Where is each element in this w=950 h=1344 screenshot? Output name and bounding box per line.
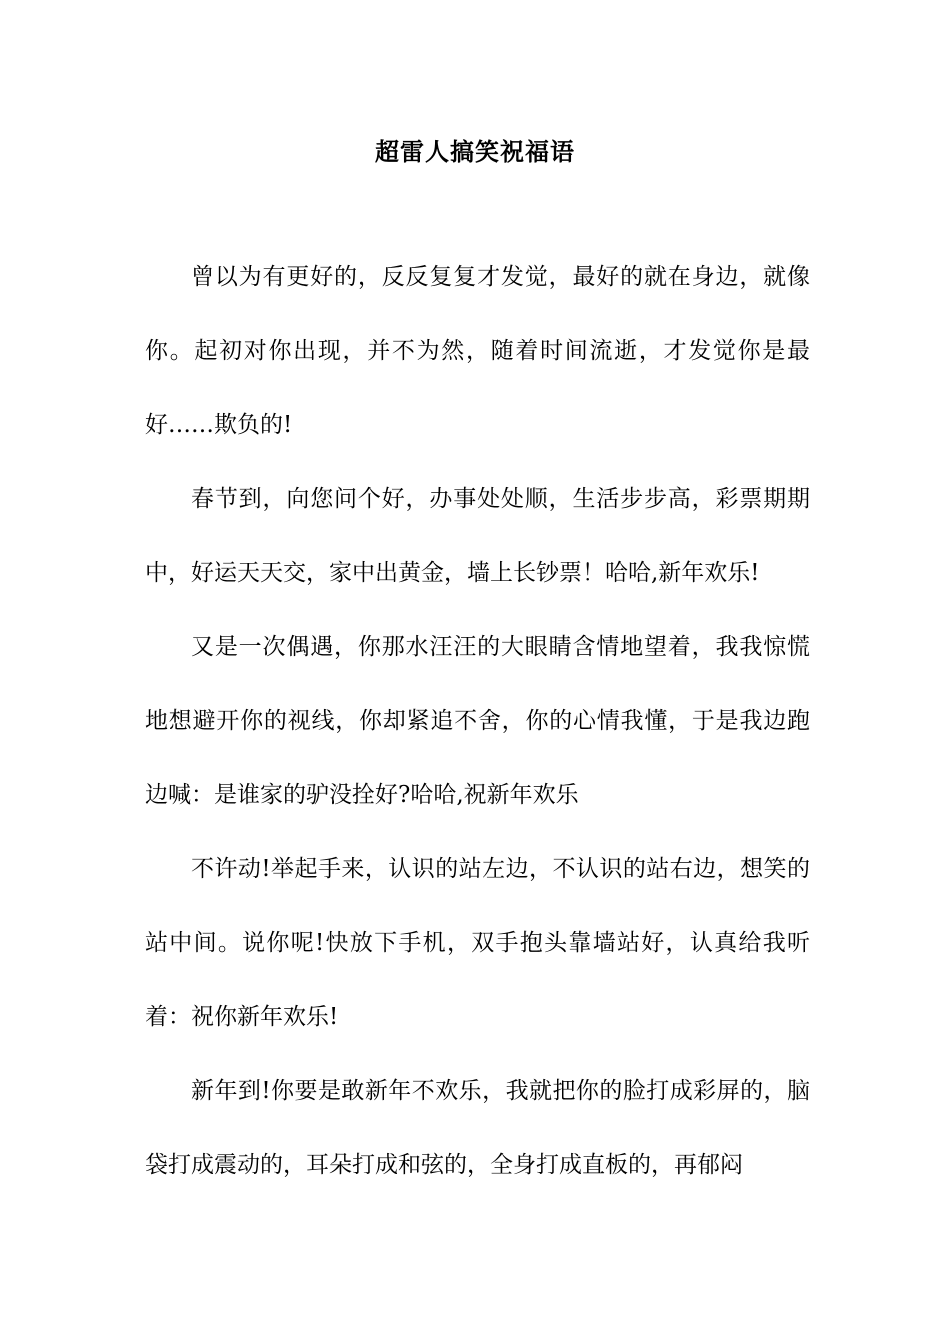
paragraph: 新年到!你要是敢新年不欢乐，我就把你的脸打成彩屏的，脑袋打成震动的，耳朵打成和弦的，全身打成直板的，再郁闷 (145, 1078, 810, 1178)
paragraph: 又是一次偶遇，你那水汪汪的大眼睛含情地望着，我我惊慌地想避开你的视线，你却紧追不舍，你的心情我懂，于是我边跑边喊：是谁家的驴没拴好?哈哈,祝新年欢乐 (145, 634, 810, 808)
document-title: 超雷人搞笑祝福语 (375, 137, 575, 166)
paragraph: 春节到，向您问个好，办事处处顺，生活步步高，彩票期期中，好运天天交，家中出黄金，墙上长钞票！哈哈,新年欢乐! (145, 486, 810, 586)
paragraph: 不许动!举起手来，认识的站左边，不认识的站右边，想笑的站中间。说你呢!快放下手机，双手抱头靠墙站好，认真给我听着：祝你新年欢乐! (145, 856, 810, 1030)
document-body (145, 240, 810, 1202)
paragraph: 曾以为有更好的，反反复复才发觉，最好的就在身边，就像你。起初对你出现，并不为然，随着时间流逝，才发觉你是最好……欺负的! (145, 264, 810, 438)
